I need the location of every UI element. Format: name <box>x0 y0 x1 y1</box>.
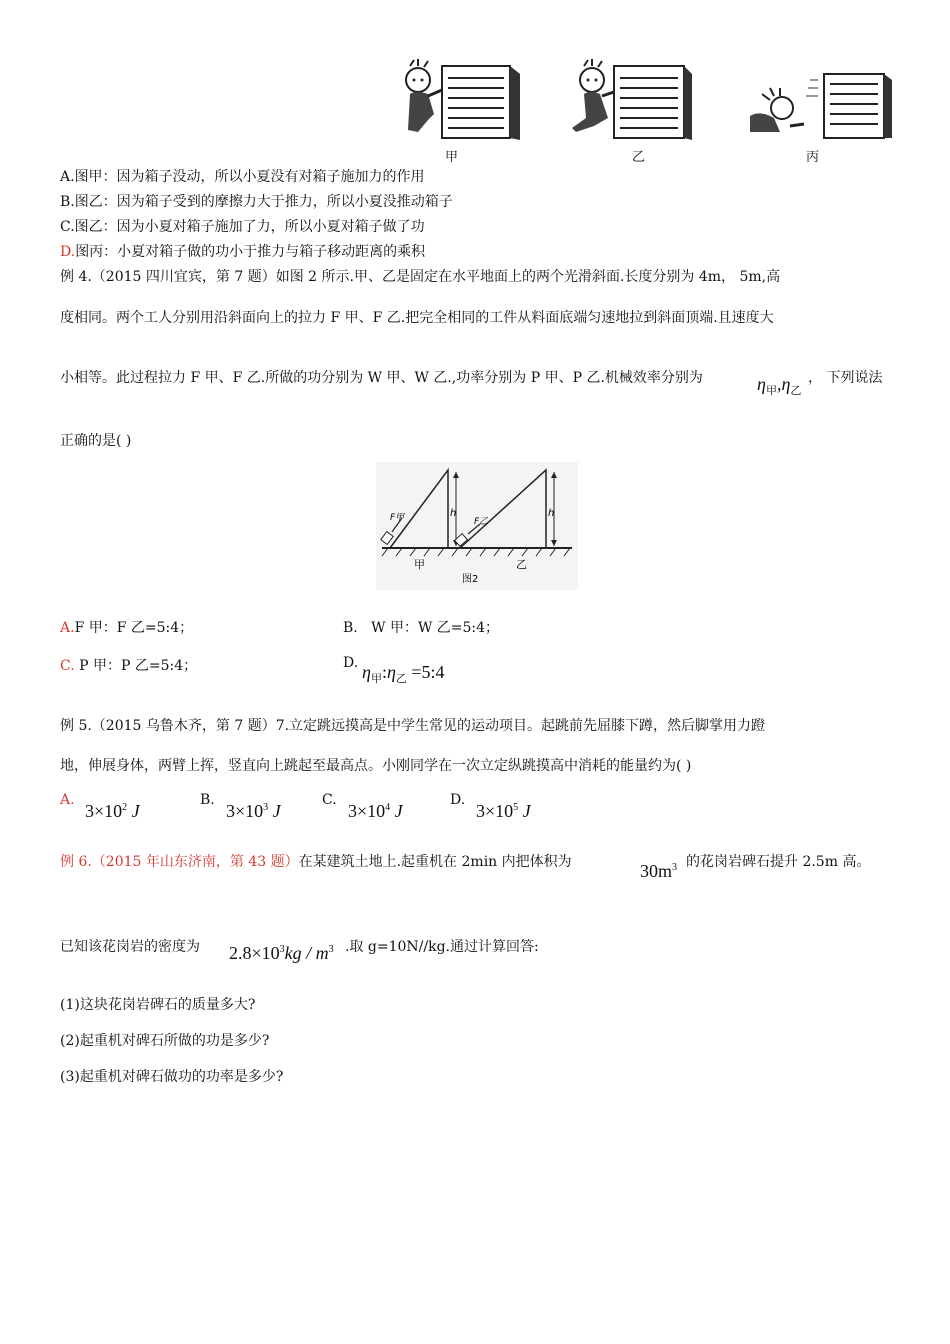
panel-jia <box>406 59 520 140</box>
ex5-option-b-value: $3\times 10^3$ J <box>226 801 281 821</box>
example4-line1: 例 4.（2015 四川宜宾，第 7 题）如图 2 所示.甲、乙是固定在水平地面上的两个光滑斜面.长度分别为 4m， 5m,高 <box>60 269 781 285</box>
option-b <box>60 191 453 211</box>
ex4-option-c <box>60 655 197 675</box>
figure-caption: 图2 <box>462 574 479 585</box>
ex4-option-b <box>343 617 499 637</box>
example4-line4: 正确的是( ) <box>60 433 132 449</box>
option-letter: D. <box>450 792 466 808</box>
example5-line2: 地，伸展身体，两臂上挥，竖直向上跳起至最高点。小刚同学在一次立定纵跳摸高中消耗的能量约为( ) <box>60 758 692 774</box>
volume-formula: $30m^3$ <box>640 861 678 881</box>
ex5-option-b <box>200 792 215 808</box>
question-2: (2)起重机对碑石所做的功是多少? <box>60 1033 270 1049</box>
option-letter: A. <box>60 169 75 185</box>
example6-line1-text: 在某建筑土地上.起重机在 2min 内把体积为 <box>298 854 572 870</box>
option-letter: C. <box>60 658 75 674</box>
example4-line3-end: ， 下列说法 <box>808 370 883 386</box>
option-letter: A. <box>60 620 75 636</box>
option-letter: B. <box>343 620 358 636</box>
caption-jia: 甲 <box>445 150 459 165</box>
option-text: 图甲：因为箱子没动，所以小夏没有对箱子施加力的作用 <box>74 169 425 185</box>
option-text: 图乙：因为小夏对箱子施加了力，所以小夏对箱子做了功 <box>74 219 425 235</box>
option-letter: B. <box>60 194 75 210</box>
example6-line1 <box>60 851 572 871</box>
ex5-option-a <box>60 792 75 808</box>
panel-yi <box>572 59 692 140</box>
example6-header: 例 6.（2015 年山东济南，第 43 题） <box>60 854 299 870</box>
question-3: (3)起重机对碑石做功的功率是多少? <box>60 1069 284 1085</box>
caption-bing: 丙 <box>806 150 820 165</box>
f-jia-label: F甲 <box>390 513 405 523</box>
panel-bing <box>750 74 892 138</box>
option-letter: C. <box>322 792 337 808</box>
ex4-option-d <box>343 655 358 671</box>
option-d <box>60 241 425 261</box>
option-text: 图乙：因为箱子受到的摩擦力大于推力，所以小夏没推动箱子 <box>74 194 453 210</box>
option-text: P 甲：P 乙=5:4； <box>79 658 198 674</box>
inclines-diagram <box>376 462 578 590</box>
ex5-option-d <box>450 792 465 808</box>
h-label-left: h <box>450 508 457 519</box>
option-text: F 甲：F 乙=5:4； <box>74 620 194 636</box>
example4-line3-text: 小相等。此过程拉力 F 甲、F 乙.所做的功分别为 W 甲、W 乙.,功率分别为 P 甲、P 乙.机械效率分别为 <box>60 370 703 386</box>
caption-yi: 乙 <box>632 150 646 165</box>
density-formula: $2.8\times 10^3kg / m^3$ <box>229 943 334 963</box>
option-a <box>60 166 425 186</box>
ex5-option-c-value: $3\times 10^4$ J <box>348 801 403 821</box>
option-letter: A. <box>60 792 75 808</box>
example6-line2: 已知该花岗岩的密度为 <box>60 939 200 955</box>
option-c <box>60 216 425 236</box>
example5-line1: 例 5.（2015 乌鲁木齐，第 7 题）7.立定跳远摸高是中学生常见的运动项目。起跳前先屈膝下蹲，然后脚掌用力蹬 <box>60 718 766 734</box>
example4-line3 <box>60 367 703 387</box>
efficiency-symbols: $\eta_甲,\eta_乙$ <box>757 374 802 397</box>
figure-2 <box>376 462 578 590</box>
ex5-option-a-value: $3\times 10^2$ J <box>85 801 140 821</box>
question-1: (1)这块花岗岩碑石的质量多大? <box>60 997 256 1013</box>
incline-yi-label: 乙 <box>516 558 527 571</box>
option-text: W 甲：W 乙=5:4； <box>371 620 500 636</box>
option-text: 图丙：小夏对箱子做的功小于推力与箱子移动距离的乘积 <box>75 244 426 260</box>
ex5-option-d-value: $3\times 10^5$ J <box>476 801 531 821</box>
ex4-option-a <box>60 617 193 637</box>
example4-line2: 度相同。两个工人分别用沿斜面向上的拉力 F 甲、F 乙.把完全相同的工件从料面底端匀速地拉到斜面顶端.且速度大 <box>60 310 774 326</box>
option-letter: B. <box>200 792 215 808</box>
ex5-option-c <box>322 792 337 808</box>
option-letter: D. <box>60 244 76 260</box>
ex4-option-d-formula: $\eta_甲:\eta_乙$ =5:4 <box>362 662 445 685</box>
h-label-right: h <box>548 508 555 519</box>
f-yi-label: F乙 <box>474 517 489 527</box>
incline-jia-label: 甲 <box>414 558 425 571</box>
option-letter: D. <box>343 655 359 671</box>
option-letter: C. <box>60 219 75 235</box>
example6-line2-end: .取 g=10N//kg.通过计算回答: <box>345 939 539 955</box>
example6-line1-end: 的花岗岩碑石提升 2.5m 高。 <box>686 854 871 870</box>
